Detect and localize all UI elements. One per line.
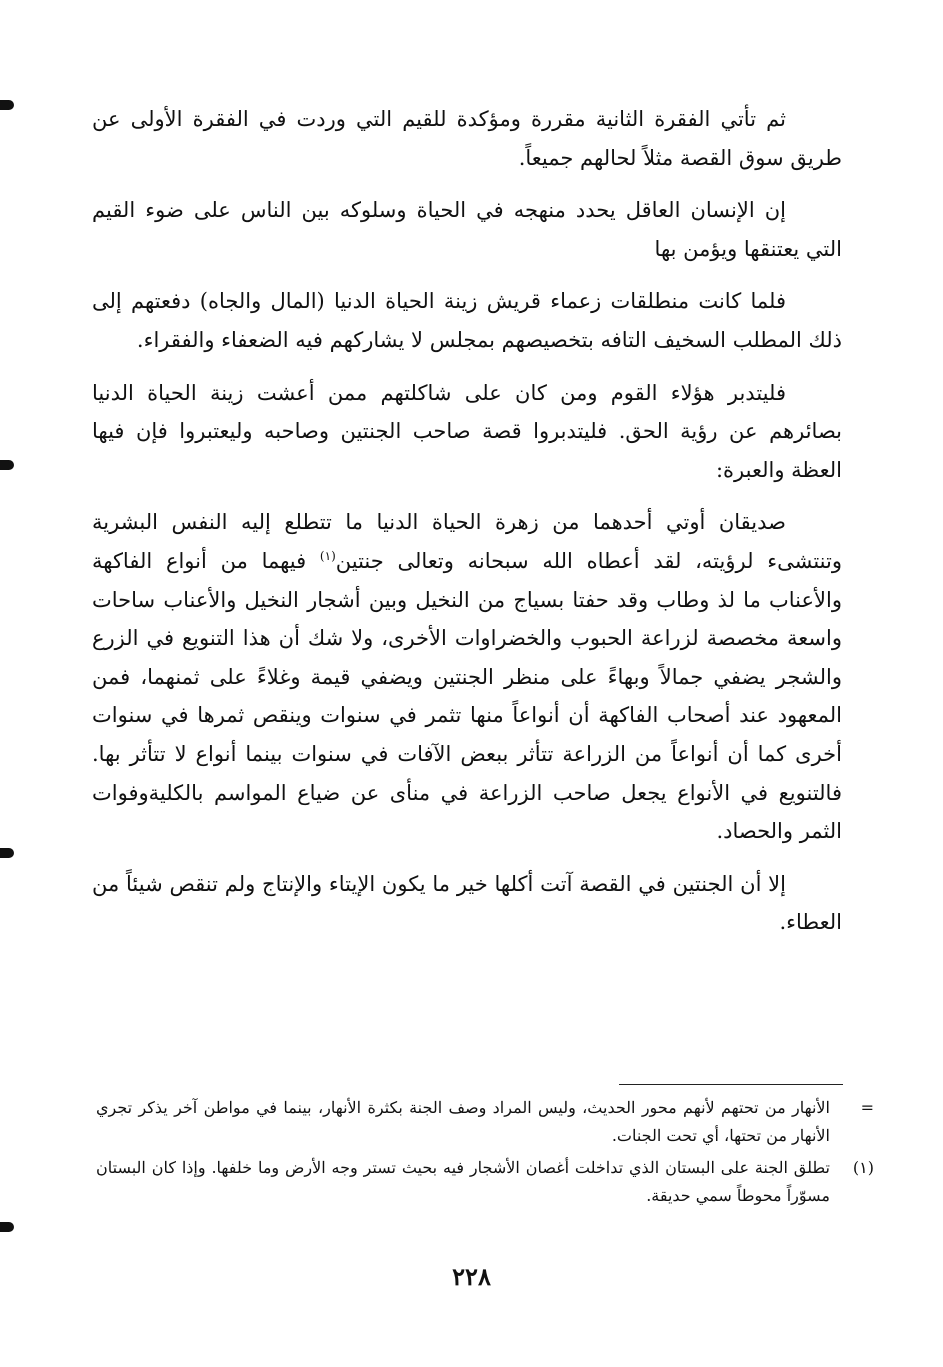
- footnote-text: تطلق الجنة على البستان الذي تداخلت أغصان الأشجار فيه بحيث تستر وجه الأرض وما خلفها. وإذا كان البستان مسوّراً محوطاً سمي حديقة.: [96, 1158, 830, 1205]
- binding-mark: [0, 848, 14, 858]
- binding-mark: [0, 1222, 14, 1232]
- paragraph-4: فليتدبر هؤلاء القوم ومن كان على شاكلتهم ممن أعشت زينة الحياة الدنيا بصائرهم عن رؤية الحق. فليتدبروا قصة صاحب الجنتين وصاحبه وليعتبروا فإن فيها العظة والعبرة:: [92, 380, 842, 482]
- paragraph-3: فلما كانت منطلقات زعماء قريش زينة الحياة الدنيا (المال والجاه) دفعتهم إلى ذلك المطلب السخيف التافه بتخصيصهم بمجلس لا يشاركهم فيه الضعفاء والفقراء.: [92, 289, 842, 352]
- paragraph-5-text-a: صديقان أوتي أحدهما من زهرة الحياة الدنيا ما تتطلع إليه النفس البشرية وتنتشىء لرؤيته، لقد أعطاه الله سبحانه وتعالى جنتين: [92, 510, 842, 573]
- binding-mark: [0, 460, 14, 470]
- paragraph-2: إن الإنسان العاقل يحدد منهجه في الحياة وسلوكه بين الناس على ضوء القيم التي يعتنقها ويؤمن بها: [92, 198, 842, 261]
- footnote-number: (١): [852, 1158, 874, 1177]
- paragraph-5-text-b: فيهما من أنواع الفاكهة والأعناب ما لذ وطاب وقد حفتا بسياج من النخيل وبين أشجار النخيل والأعناب ساحات واسعة مخصصة لزراعة الحبوب والخضراوات الأخرى، ولا شك أن هذا التنويع في الزرع والشجر يضفي جمالاً وبهاءً على منظر الجنتين ويضفي قيمة وغلاءً على ثمنهما، فمن المعهود عند أصحاب الفاكهة أن أنواعاً منها تثمر في سنوات وينقص ثمرها في سنوات أخرى كما أن أنواعاً من الزراعة تتأثر ببعض الآفات في سنوات بينما أنواع لا تتأثر بها. فالتنويع في الأنواع يجعل صاحب الزراعة في منأى عن ضياع المواسم بالكليةوفوات الثمر والحصاد.: [92, 548, 842, 844]
- footnote-item: [96, 1154, 874, 1210]
- footnotes: [96, 1094, 874, 1214]
- footnote-reference[interactable]: (١): [319, 548, 336, 563]
- page-number: ٢٢٨: [452, 1262, 491, 1291]
- page-body: [92, 100, 842, 956]
- footnote-item: [96, 1094, 874, 1150]
- paragraph-5: [92, 503, 842, 850]
- footnote-text: الأنهار من تحتهم لأنهم محور الحديث، وليس المراد وصف الجنة بكثرة الأنهار، بينما في مواطن آخر يذكر تجري الأنهار من تحتها، أي تحت الجنات.: [96, 1098, 830, 1145]
- binding-mark: [0, 100, 14, 110]
- footnote-continuation-mark: =: [860, 1098, 874, 1117]
- footnote-divider: [619, 1084, 843, 1085]
- paragraph-1: ثم تأتي الفقرة الثانية مقررة ومؤكدة للقيم التي وردت في الفقرة الأولى عن طريق سوق القصة مثلاً لحالهم جميعاً.: [92, 107, 842, 170]
- paragraph-6: إلا أن الجنتين في القصة آتت أكلها خير ما يكون الإيتاء والإنتاج ولم تنقص شيئاً من العطاء.: [92, 871, 842, 935]
